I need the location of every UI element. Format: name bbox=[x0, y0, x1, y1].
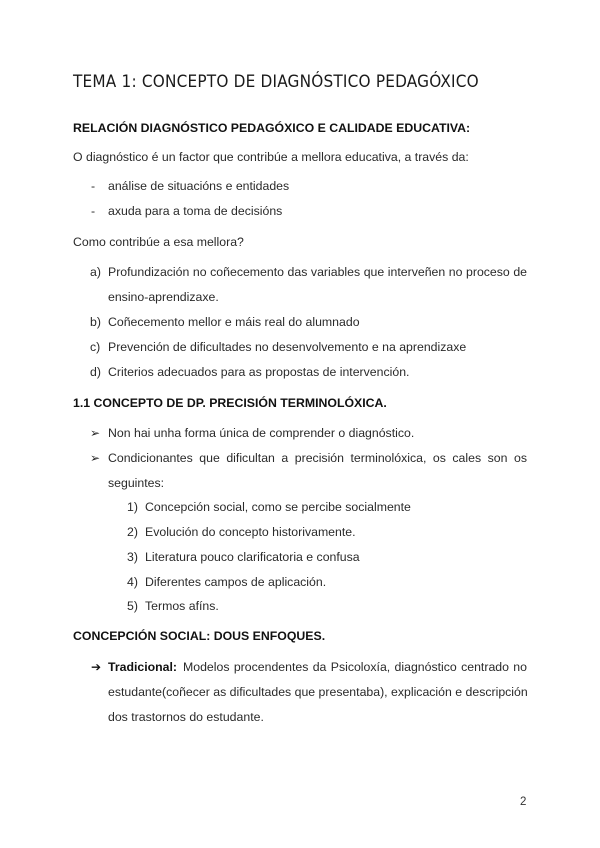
numbered-item: Literatura pouco clarificatoria e confusa bbox=[145, 550, 360, 564]
list-number: 4) bbox=[127, 575, 138, 589]
enfoque-line1 bbox=[108, 660, 527, 674]
list-item-d: Criterios adecuados para as propostas de intervención. bbox=[108, 365, 410, 379]
list-letter: c) bbox=[90, 340, 101, 354]
enfoque-line2 bbox=[108, 685, 527, 699]
enfoque-text: Modelos procendentes da Psicoloxía, diagnóstico centrado no bbox=[183, 660, 527, 674]
list-number: 2) bbox=[127, 525, 138, 539]
section-heading-concepto: 1.1 CONCEPTO DE DP. PRECISIÓN TERMINOLÓXICA. bbox=[73, 396, 387, 410]
list-item-a-line1 bbox=[108, 265, 527, 279]
arrowhead-bullet-icon: ➢ bbox=[90, 426, 101, 440]
list-letter: a) bbox=[90, 265, 101, 279]
enfoque-line3: dos trastornos do estudante. bbox=[108, 710, 264, 724]
page-title: TEMA 1: CONCEPTO DE DIAGNÓSTICO PEDAGÓXICO bbox=[73, 72, 479, 92]
list-letter: b) bbox=[90, 315, 101, 329]
list-item-text: Profundización no coñecemento das variables que interveñen no proceso de bbox=[108, 265, 527, 279]
page-number: 2 bbox=[520, 796, 527, 808]
enfoque-text: estudante(coñecer as dificultades que presentaba), explicación e descripción bbox=[108, 685, 528, 699]
dash-bullet: - bbox=[91, 179, 96, 193]
point-item-text: Condicionantes que dificultan a precisión terminolóxica, os cales son os bbox=[108, 451, 527, 465]
numbered-item: Evolución do concepto historivamente. bbox=[145, 525, 356, 539]
numbered-item: Concepción social, como se percibe socialmente bbox=[145, 500, 411, 514]
dash-bullet: - bbox=[91, 204, 96, 218]
paragraph-intro: O diagnóstico é un factor que contribúe a mellora educativa, a través da: bbox=[73, 150, 469, 164]
section-heading-relacion: RELACIÓN DIAGNÓSTICO PEDAGÓXICO E CALIDADE EDUCATIVA: bbox=[73, 121, 471, 135]
list-item-b: Coñecemento mellor e máis real do alumnado bbox=[108, 315, 360, 329]
list-number: 3) bbox=[127, 550, 138, 564]
bullet-item: análise de situacións e entidades bbox=[108, 179, 290, 193]
paragraph-question: Como contribúe a esa mellora? bbox=[73, 235, 244, 249]
point-item-line2: seguintes: bbox=[108, 476, 165, 490]
numbered-item: Termos afíns. bbox=[145, 599, 219, 613]
numbered-item: Diferentes campos de aplicación. bbox=[145, 575, 327, 589]
point-item: Non hai unha forma única de comprender o diagnóstico. bbox=[108, 426, 415, 440]
enfoque-label: Tradicional: bbox=[108, 660, 178, 674]
arrow-bullet-icon: ➔ bbox=[91, 660, 102, 674]
bullet-item: axuda para a toma de decisións bbox=[108, 204, 283, 218]
list-letter: d) bbox=[90, 365, 101, 379]
arrowhead-bullet-icon: ➢ bbox=[90, 451, 101, 465]
point-item-line1 bbox=[108, 451, 527, 465]
list-number: 1) bbox=[127, 500, 138, 514]
list-item-a-line2: ensino-aprendizaxe. bbox=[108, 290, 219, 304]
list-item-c: Prevención de dificultades no desenvolvemento e na aprendizaxe bbox=[108, 340, 467, 354]
section-heading-concepcion: CONCEPCIÓN SOCIAL: DOUS ENFOQUES. bbox=[73, 629, 326, 643]
list-number: 5) bbox=[127, 599, 138, 613]
